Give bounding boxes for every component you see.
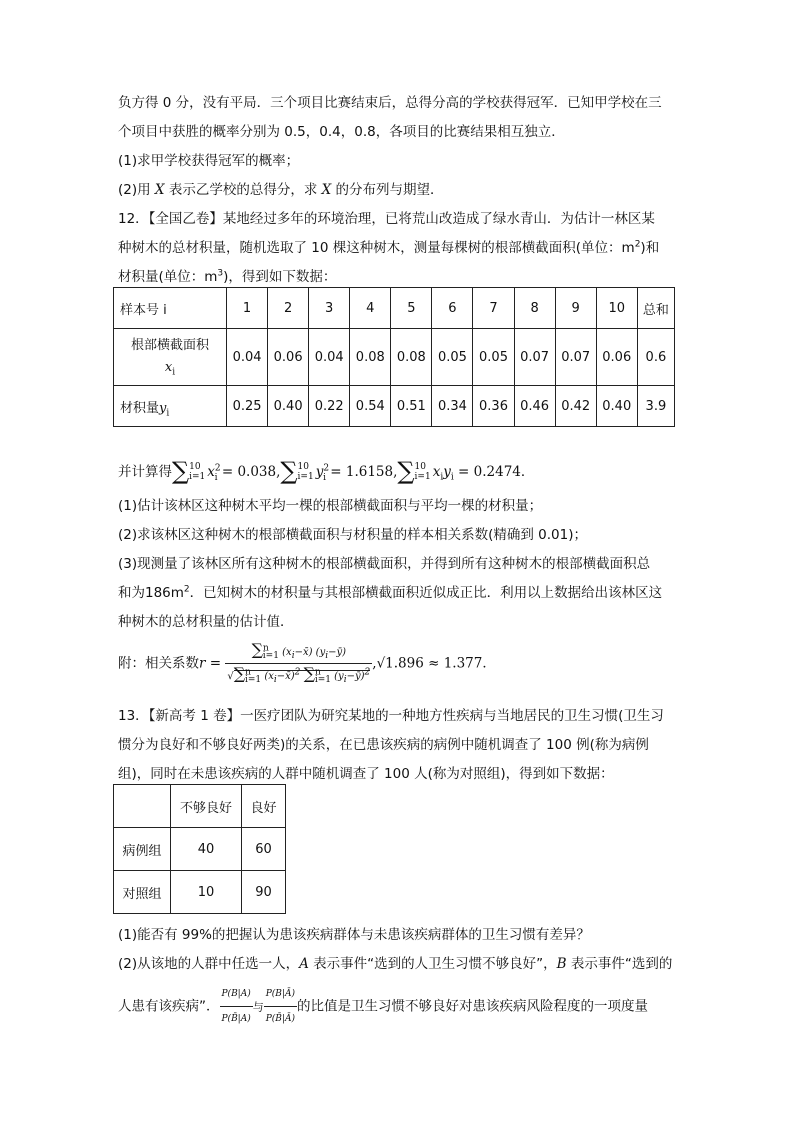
habits-table	[113, 784, 286, 914]
sample-data-table	[113, 287, 675, 427]
table-cell: 40	[171, 828, 242, 871]
table-row	[114, 871, 286, 914]
table-cell: 0.6	[637, 329, 674, 386]
table-cell: 0.51	[391, 386, 432, 427]
table-header-row	[114, 288, 675, 329]
table-cell: 不够良好	[171, 785, 242, 828]
problem13-line2: 惯分为良好和不够良好两类)的关系，在已患该疾病的病例中随机调查了 100 例(称为病例	[118, 737, 649, 753]
table-cell: 3.9	[637, 386, 674, 427]
table-cell: 4	[350, 288, 391, 329]
problem13-question2-line1: (2)从该地的人群中任选一人，A 表示事件“选到的人卫生习惯不够良好”，B 表示事件“选到的	[118, 956, 673, 972]
table-cell: 60	[242, 828, 286, 871]
table-cell: 0.07	[555, 329, 596, 386]
table-cell: 3	[309, 288, 350, 329]
table-cell: 0.34	[432, 386, 473, 427]
table-cell: 0.08	[391, 329, 432, 386]
table-cell: 0.25	[227, 386, 268, 427]
prev-problem-question1: (1)求甲学校获得冠军的概率；	[118, 153, 300, 169]
table-cell: 0.06	[596, 329, 637, 386]
problem12-question3-line2: 和为$186m^2$．已知树木的材积量与其根部横截面积近似成正比．利用以上数据给出该林区这	[118, 584, 663, 601]
table-cell: 0.40	[268, 386, 309, 427]
table-cell: 1	[227, 288, 268, 329]
prev-problem-line2: 个项目中获胜的概率分别为 0.5，0.4，0.8，各项目的比赛结果相互独立．	[118, 124, 565, 140]
prev-problem-question2: (2)用 X 表示乙学校的总得分，求 X 的分布列与期望．	[118, 182, 444, 198]
table-cell: 病例组	[114, 828, 171, 871]
table-row	[114, 828, 286, 871]
header-label: 样本号 i	[114, 288, 227, 329]
row-y-label: 材积量$y_i$	[114, 386, 227, 427]
table-cell: 良好	[242, 785, 286, 828]
correlation-formula: $\frac{\sum^n_{i=1} (x_i-x̄) (y_i-ȳ)}{√\sum^n_{i=1} (x_i-x̄)^2 \sum^n_{i=1} (y_i-ȳ)^2}$	[227, 640, 371, 685]
table-cell: 0.08	[350, 329, 391, 386]
table-cell: 0.04	[227, 329, 268, 386]
table-cell: 0.36	[473, 386, 514, 427]
table-cell: 0.05	[473, 329, 514, 386]
table-cell: 6	[432, 288, 473, 329]
table-row-x	[114, 329, 675, 386]
problem13-question2-line2: 人患有该疾病”． $\frac{P(B|A)}{P(B̄|A)}$ 与 $\frac{P(B|Ā)}{P(B̄|Ā)}$ 的比值是卫生习惯不够良好对患该疾病风险程度的一项度量	[118, 982, 648, 1031]
ratio-fraction-1: $\frac{P(B|A)}{P(B̄|A)}$	[220, 982, 253, 1031]
problem12-line3: 材积量(单位：$m^3$)，得到如下数据：	[118, 268, 337, 285]
table-cell: 0.46	[514, 386, 555, 427]
prev-problem-line1: 负方得 0 分，没有平局．三个项目比赛结束后，总得分高的学校获得冠军．已知甲学校在三	[118, 95, 662, 111]
table-header-row	[114, 785, 286, 828]
table-cell	[114, 785, 171, 828]
table-cell: 10	[596, 288, 637, 329]
problem13-line3: 组)，同时在未患该疾病的人群中随机调查了 100 人(称为对照组)，得到如下数据：	[118, 766, 614, 782]
problem13-question1: (1)能否有 99%的把握认为患该疾病群体与未患该疾病群体的卫生习惯有差异？	[118, 927, 590, 943]
sum-computation: 并计算得∑10 i=1 $x^2_i = 0.038,\sum 10$ i=1 $y^2_i = 1.6158,\sum 10$ i=1 $x_iy_i = 0.2474$．	[118, 457, 535, 485]
table-cell: 9	[555, 288, 596, 329]
table-cell: 8	[514, 288, 555, 329]
problem12-line1: 12．【全国乙卷】某地经过多年的环境治理，已将荒山改造成了绿水青山．为估计一林区某	[118, 211, 655, 227]
row-x-label: 根部横截面积 $x_i$	[114, 329, 227, 386]
table-cell: 0.06	[268, 329, 309, 386]
table-cell: 0.54	[350, 386, 391, 427]
problem12-question1: (1)估计该林区这种树木平均一棵的根部横截面积与平均一棵的材积量；	[118, 498, 543, 514]
table-row-y	[114, 386, 675, 427]
appendix-formula: 附：相关系数r = $\frac{\sum^n_{i=1} (x_i-x̄) (y_i-ȳ)}{√\sum^n_{i=1} (x_i-x̄)^2 \sum^n_{i=1} (y_i-ȳ)^2}$ ,√1.896 ≈ 1.377．	[118, 640, 496, 685]
table-cell: 0.40	[596, 386, 637, 427]
problem13-line1: 13．【新高考 1 卷】一医疗团队为研究某地的一种地方性疾病与当地居民的卫生习惯(卫生习	[118, 708, 664, 724]
table-cell: 总和	[637, 288, 674, 329]
table-cell: 0.42	[555, 386, 596, 427]
problem12-question2: (2)求该林区这种树木的根部横截面积与材积量的样本相关系数(精确到 0.01)；	[118, 527, 588, 543]
problem12-question3-line1: (3)现测量了该林区所有这种树木的根部横截面积，并得到所有这种树木的根部横截面积总	[118, 556, 651, 572]
table-cell: 对照组	[114, 871, 171, 914]
table-cell: 2	[268, 288, 309, 329]
sigma-symbol: ∑	[172, 457, 190, 485]
table-cell: 0.07	[514, 329, 555, 386]
table-cell: 7	[473, 288, 514, 329]
sigma-symbol: ∑	[397, 457, 415, 485]
sigma-symbol: ∑	[280, 457, 298, 485]
problem12-question3-line3: 种树木的总材积量的估计值．	[118, 614, 294, 630]
ratio-fraction-2: $\frac{P(B|Ā)}{P(B̄|Ā)}$	[264, 982, 297, 1031]
table-cell: 90	[242, 871, 286, 914]
table-cell: 0.05	[432, 329, 473, 386]
table-cell: 5	[391, 288, 432, 329]
table-cell: 10	[171, 871, 242, 914]
table-cell: 0.04	[309, 329, 350, 386]
table-cell: 0.22	[309, 386, 350, 427]
problem12-line2: 种树木的总材积量，随机选取了 10 棵这种树木，测量每棵树的根部横截面积(单位：$m^2$)和	[118, 239, 660, 256]
